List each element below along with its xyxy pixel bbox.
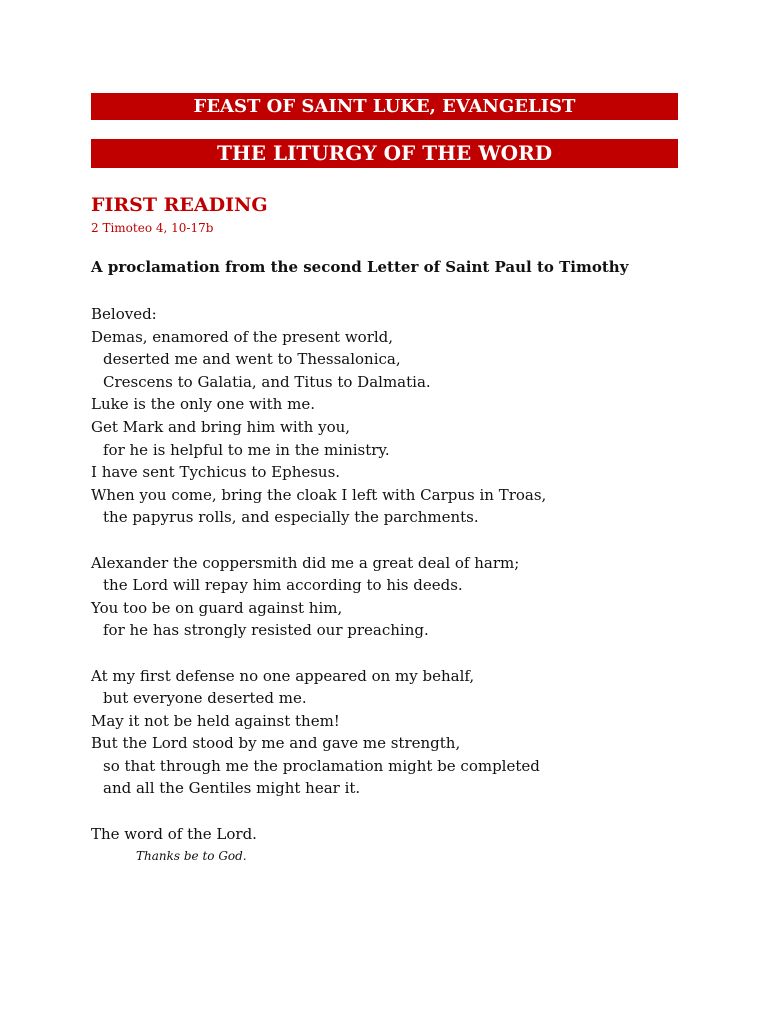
closing-acclamation: The word of the Lord. (91, 824, 257, 843)
reading-line: for he is helpful to me in the ministry. (103, 440, 390, 459)
reading-line: Alexander the coppersmith did me a great deal of harm; (91, 553, 520, 572)
stanza-gap (91, 800, 691, 823)
people-response: Thanks be to God. (136, 849, 247, 863)
scripture-citation: 2 Timoteo 4, 10-17b (91, 221, 214, 235)
reading-line: When you come, bring the cloak I left with Carpus in Troas, (91, 485, 547, 504)
reading-line: but everyone deserted me. (103, 689, 307, 708)
reading-line: At my first defense no one appeared on my behalf, (91, 666, 475, 685)
reading-line: Crescens to Galatia, and Titus to Dalmatia. (103, 372, 431, 391)
reading-line: Beloved: (91, 305, 157, 323)
reading-line: and all the Gentiles might hear it. (103, 779, 361, 798)
reading-text (91, 303, 691, 845)
reading-line: You too be on guard against him, (91, 598, 343, 617)
reading-line: But the Lord stood by me and gave me strength, (91, 734, 461, 753)
feast-title: FEAST OF SAINT LUKE, EVANGELIST (193, 96, 576, 117)
stanza-gap (91, 529, 691, 552)
reading-line: deserted me and went to Thessalonica, (103, 350, 401, 369)
reading-introduction: A proclamation from the second Letter of Saint Paul to Timothy (91, 258, 629, 276)
reading-line: Get Mark and bring him with you, (91, 417, 351, 436)
section-heading: FIRST READING (91, 194, 268, 216)
reading-line: Demas, enamored of the present world, (91, 327, 394, 346)
reading-line: May it not be held against them! (91, 711, 340, 730)
feast-title-banner (91, 93, 678, 120)
reading-line: I have sent Tychicus to Ephesus. (91, 463, 341, 482)
reading-line: the papyrus rolls, and especially the parchments. (103, 508, 479, 527)
liturgy-title-banner (91, 139, 678, 168)
reading-line: the Lord will repay him according to his deeds. (103, 576, 463, 595)
liturgy-title: THE LITURGY OF THE WORD (216, 141, 553, 165)
reading-line: so that through me the proclamation might be completed (103, 756, 540, 775)
reading-line: for he has strongly resisted our preaching. (103, 621, 429, 640)
reading-line: Luke is the only one with me. (91, 395, 315, 414)
stanza-gap (91, 642, 691, 665)
